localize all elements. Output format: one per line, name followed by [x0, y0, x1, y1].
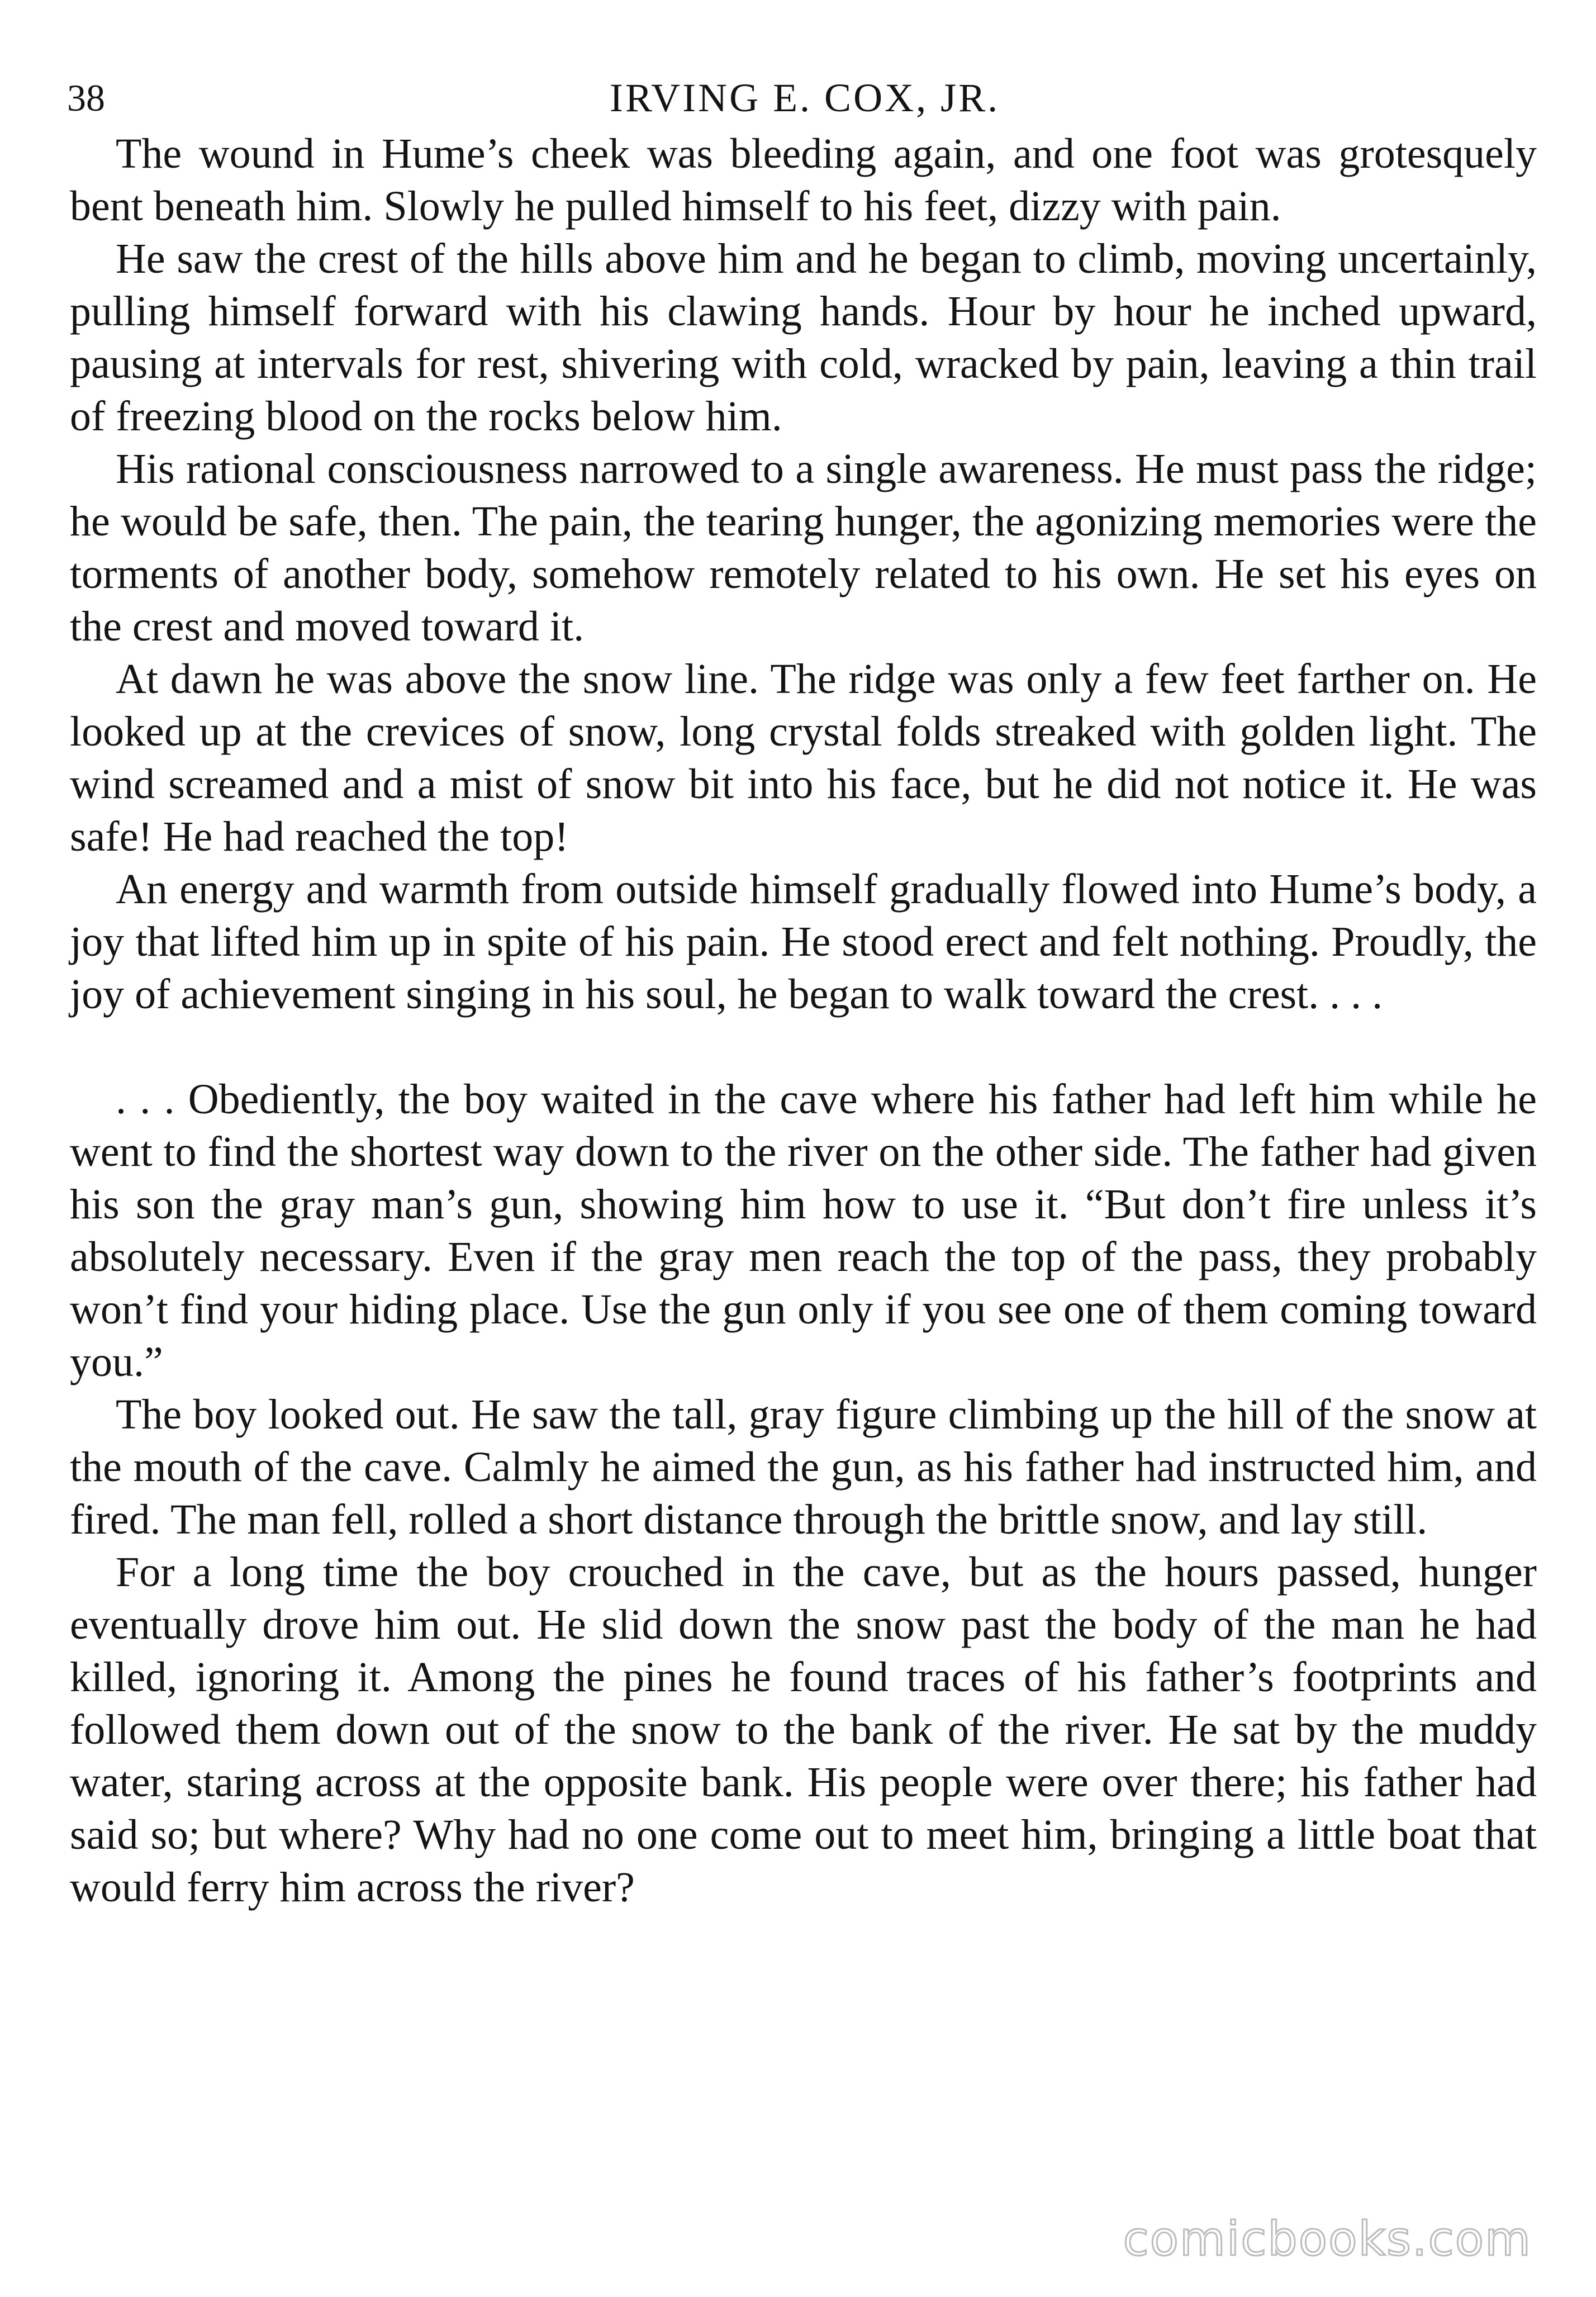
paragraph-5: An energy and warmth from outside himself gradually flowed into Hume’s body, a joy that lifted him up in spite of his pain. He stood erect and felt nothing. Proudly, the joy of achievement singing in his soul, he began to walk toward the crest. . . .	[70, 866, 1537, 1018]
watermark: comicbooks.com	[1123, 2211, 1532, 2266]
page-header	[67, 67, 1542, 129]
paragraph-1: The wound in Hume’s cheek was bleeding again, and one foot was grotesquely bent beneath him. Slowly he pulled himself to his feet, dizzy with pain.	[70, 130, 1537, 230]
paragraph-4: At dawn he was above the snow line. The ridge was only a few feet farther on. He looked up at the crevices of snow, long crystal folds streaked with golden light. The wind screamed and a mist of snow bit into his face, but he did not notice it. He was safe! He had reached the top!	[70, 656, 1537, 860]
paragraph-2: He saw the crest of the hills above him and he began to climb, moving uncertainly, pulling himself forward with his clawing hands. Hour by hour he inched upward, pausing at intervals for rest, shivering with cold, wracked by pain, leaving a thin trail of freezing blood on the rocks below him.	[70, 235, 1537, 440]
paragraph-3: His rational consciousness narrowed to a single awareness. He must pass the ridge; he would be safe, then. The pain, the tearing hunger, the agonizing memories were the torments of another body, somehow remotely related to his own. He set his eyes on the crest and moved toward it.	[70, 445, 1537, 650]
paragraph-7: The boy looked out. He saw the tall, gray figure climbing up the hill of the snow at the mouth of the cave. Calmly he aimed the gun, as his father had instructed him, and fired. The man fell, rolled a short distance through the brittle snow, and lay still.	[70, 1391, 1537, 1543]
paragraph-6: . . . Obediently, the boy waited in the cave where his father had left him while he went to find the shortest way down to the river on the other side. The father had given his son the gray man’s gun, showing him how to use it. “But don’t fire unless it’s absolutely necessary. Even if the gray men reach the top of the pass, they probably won’t find your hiding place. Use the gun only if you see one of them coming toward you.”	[70, 1076, 1537, 1385]
paragraph-8: For a long time the boy crouched in the cave, but as the hours passed, hunger eventually drove him out. He slid down the snow past the body of the man he had killed, ignoring it. Among the pines he found traces of his father’s footprints and followed them down out of the snow to the bank of the river. He sat by the muddy water, staring across at the opposite bank. His people were over there; his father had said so; but where? Why had no one come out to meet him, bringing a little boat that would ferry him across the river?	[70, 1549, 1537, 1911]
page-number: 38	[67, 77, 105, 119]
body-text	[70, 127, 1537, 1914]
running-head-author: IRVING E. COX, JR.	[609, 75, 1000, 120]
